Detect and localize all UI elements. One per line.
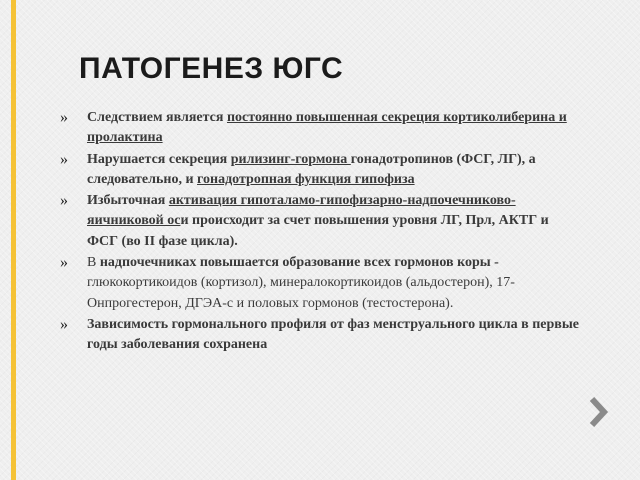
list-item <box>60 253 580 314</box>
list-item <box>60 315 580 356</box>
item-text: надпочечниках повышается образование всех гормонов коры - <box>99 255 499 271</box>
item-link[interactable]: гонадотропная функция гипофиза <box>197 171 415 187</box>
item-text: Зависимость гормонального профиля от фаз менструального цикла в первые годы заболевания сохранена <box>87 316 579 353</box>
item-text: и происходит за счет повышения уровня ЛГ, Прл, АКТГ и ФСГ (во II фазе цикла). <box>87 213 549 249</box>
accent-bar <box>11 0 16 480</box>
item-link[interactable]: рилизинг-гормона <box>230 151 351 167</box>
item-text: В <box>87 255 100 271</box>
list-item <box>60 108 580 149</box>
bullet-marker: » <box>60 315 68 333</box>
item-text: Следствием является <box>87 110 227 125</box>
bullet-marker: » <box>60 150 68 168</box>
list-item <box>60 191 580 252</box>
chevron-right-icon <box>584 392 614 432</box>
item-link[interactable]: постоянно повышенная секреция кортиколиберина и пролактина <box>87 110 567 146</box>
item-text: гонадотропинов (ФСГ, ЛГ), а следовательно, и <box>87 151 536 187</box>
bullet-list <box>60 108 580 357</box>
slide-title: ПАТОГЕНЕЗ ЮГС <box>79 52 344 85</box>
bullet-marker: » <box>60 192 68 210</box>
bullet-marker: » <box>60 254 68 272</box>
item-text: глюкокортикоидов (кортизол), минералокортикоидов (альдостерон), 17-Онпрогестерон, ДГЭА-с и половых гормонов (тестостерона). <box>87 275 515 311</box>
list-item <box>60 150 580 191</box>
item-text: Избыточная <box>87 193 169 209</box>
item-text: Нарушается секреция <box>87 151 231 167</box>
next-slide-button[interactable] <box>584 392 614 432</box>
bullet-marker: » <box>60 109 68 126</box>
item-link[interactable]: активация гипоталамо-гипофизарно-надпочечниково-яичниковой ос <box>87 193 516 229</box>
